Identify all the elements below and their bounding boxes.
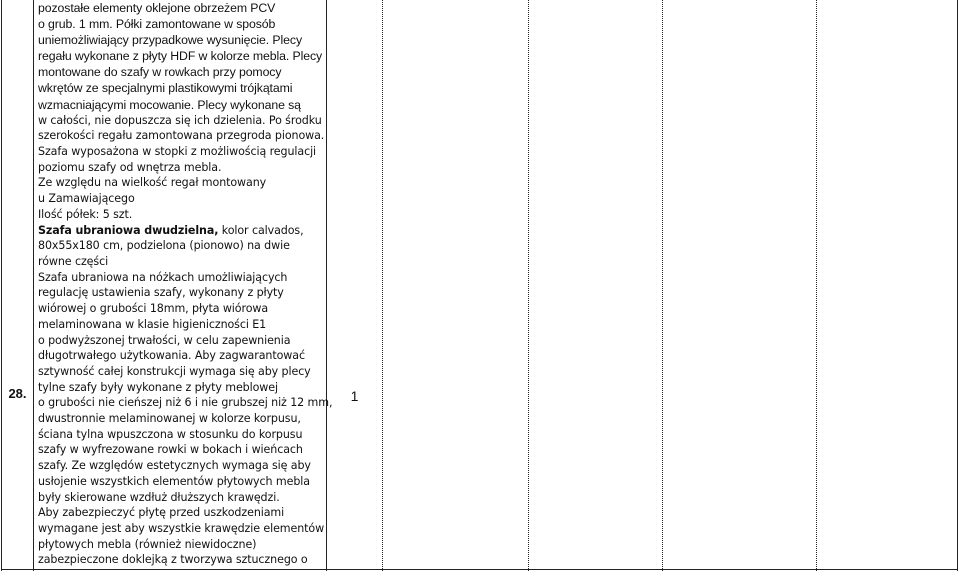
desc-line: sztywność całej konstrukcji wymaga się aby plecy: [38, 364, 311, 378]
column-divider-number: [33, 0, 34, 571]
row-number: 28.: [8, 386, 27, 401]
desc-line: wiórowej o grubości 18mm, płyta wiórowa: [38, 302, 269, 316]
desc-line: Ze względu na wielkość regał montowany: [38, 176, 267, 190]
desc-line: o podwyższonej trwałości, w celu zapewnienia: [38, 333, 291, 347]
desc-line: montowane do szafy w rowkach przy pomocy: [38, 65, 282, 80]
table-border-right: [957, 0, 958, 571]
desc-line: szafy. Ze względów estetycznych wymaga się aby: [38, 459, 311, 473]
desc-line: o grubości nie cieńszej niż 6 i nie grubszej niż 12 mm,: [38, 396, 333, 410]
desc-line: płytowych mebla (również niewidoczne): [38, 537, 257, 551]
column-divider-6: [816, 0, 817, 571]
description-body: [38, 113, 333, 568]
desc-line-start: w całości, nie dopuszcza się ich dzielenia.: [38, 113, 266, 127]
desc-line-tail: Po środku: [265, 113, 322, 127]
desc-line: poziomu szafy od wnętrza mebla.: [38, 160, 222, 174]
description-intro: [38, 0, 324, 113]
row-description: [38, 0, 333, 568]
desc-line: zabezpieczone doklejką z tworzywa sztucznego o: [38, 553, 308, 567]
wardrobe-title: Szafa ubraniowa dwudzielna,: [38, 223, 219, 237]
desc-line: regulację ustawienia szafy, wykonany z płyty: [38, 286, 284, 300]
row-bottom-border: [1, 569, 958, 570]
desc-line: wymagane jest aby wszystkie krawędzie elementów: [38, 521, 325, 535]
desc-line: wzmacniającymi mocowanie. Plecy wykonane są: [38, 97, 301, 112]
desc-line: pozostałe elementy oklejone obrzeżem PCV: [38, 1, 276, 15]
desc-line: o grub. 1 mm. Półki zamontowane w sposób: [38, 17, 276, 32]
desc-line: 80x55x180 cm, podzielona (pionowo) na dwie: [38, 239, 290, 253]
desc-line: wkrętów ze specjalnymi plastikowymi trójkątami: [38, 81, 293, 96]
wardrobe-color: kolor calvados,: [218, 223, 304, 237]
column-divider-quantity: [382, 0, 383, 571]
desc-line: Szafa ubraniowa na nóżkach umożliwiających: [38, 270, 288, 284]
column-divider-4: [528, 0, 529, 571]
column-divider-5: [662, 0, 663, 571]
wardrobe-title-line: [38, 223, 324, 239]
column-divider-description: [326, 0, 327, 571]
desc-line: uniemożliwiający przypadkowe wysunięcie. Plecy: [38, 33, 302, 48]
desc-line: Ilość półek: 5 szt.: [38, 207, 133, 221]
desc-line: długotrwałego użytkowania. Aby zagwarantować: [38, 349, 305, 363]
desc-line: Szafa wyposażona w stopki z możliwością regulacji: [38, 145, 317, 159]
desc-line: tylne szafy były wykonane z płyty meblowej: [38, 380, 278, 394]
desc-line: Aby zabezpieczyć płytę przed uszkodzeniami: [38, 506, 285, 520]
desc-line: równe części: [38, 254, 109, 268]
desc-line: dwustronnie melaminowanej w kolorze korpusu,: [38, 412, 301, 426]
desc-line: regału wykonane z płyty HDF w kolorze mebla. Plecy: [38, 49, 323, 64]
row-quantity: 1: [350, 388, 359, 404]
desc-line: szerokości regału zamontowana przegroda pionowa.: [38, 129, 325, 143]
desc-line: usłojenie wszystkich elementów płytowych mebla: [38, 474, 310, 488]
desc-line: szafy w wyfrezowane rowki w bokach i wieńcach: [38, 443, 303, 457]
desc-line: u Zamawiającego: [38, 192, 135, 206]
desc-line: były skierowane wzdłuż dłuższych krawędzi.: [38, 490, 280, 504]
desc-line: [38, 113, 324, 129]
desc-line: melaminowana w klasie higieniczności E1: [38, 317, 267, 331]
table-border-left: [1, 0, 2, 571]
desc-line: ściana tylna wpuszczona w stosunku do korpusu: [38, 427, 303, 441]
